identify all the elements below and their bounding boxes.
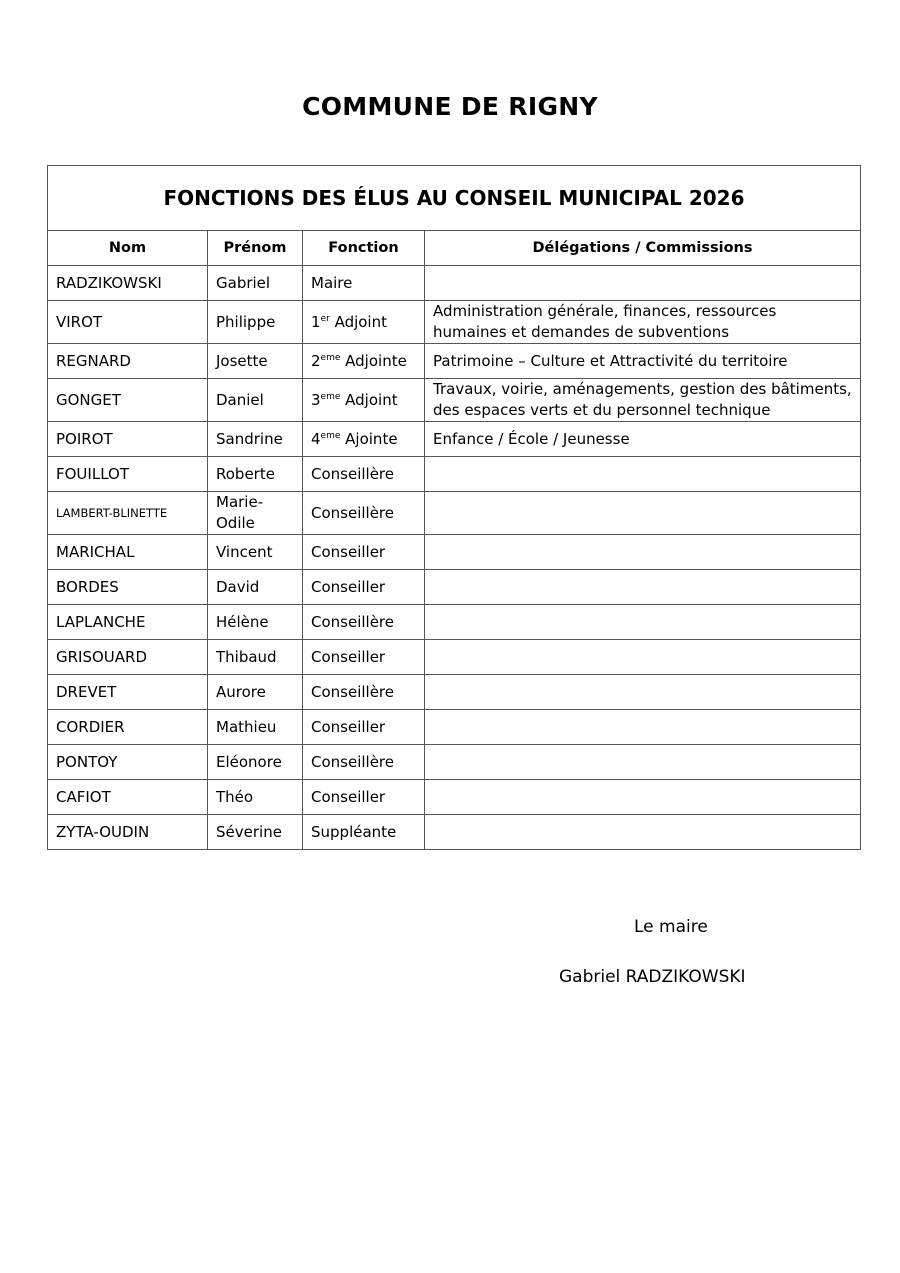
cell-nom: LAPLANCHE — [48, 605, 208, 640]
fonction-number: 3 — [311, 390, 321, 409]
fonction-title: Suppléante — [311, 822, 397, 841]
cell-fonction — [303, 675, 425, 710]
fonction-title: Ajointe — [340, 429, 398, 448]
cell-prenom: Sandrine — [208, 422, 303, 457]
cell-delegations — [425, 535, 861, 570]
table-body — [48, 266, 861, 850]
cell-nom: MARICHAL — [48, 535, 208, 570]
table-row — [48, 422, 861, 457]
fonction-ordinal: er — [320, 313, 330, 324]
cell-delegations — [425, 710, 861, 745]
cell-delegations — [425, 457, 861, 492]
signature-role: Le maire — [634, 917, 708, 937]
cell-delegations — [425, 605, 861, 640]
table-title: FONCTIONS DES ÉLUS AU CONSEIL MUNICIPAL 2026 — [48, 166, 861, 231]
cell-prenom: Marie-Odile — [208, 492, 303, 535]
table-row — [48, 745, 861, 780]
fonction-title: Conseiller — [311, 787, 386, 806]
cell-delegations — [425, 675, 861, 710]
commune-title: COMMUNE DE RIGNY — [302, 92, 598, 121]
cell-fonction — [303, 710, 425, 745]
fonction-title: Conseillère — [311, 752, 394, 771]
cell-fonction — [303, 570, 425, 605]
cell-nom: RADZIKOWSKI — [48, 266, 208, 301]
cell-delegations: Patrimoine – Culture et Attractivité du territoire — [425, 344, 861, 379]
table-row — [48, 815, 861, 850]
cell-delegations — [425, 492, 861, 535]
cell-prenom: Mathieu — [208, 710, 303, 745]
cell-nom: CAFIOT — [48, 780, 208, 815]
cell-nom: VIROT — [48, 301, 208, 344]
cell-nom: REGNARD — [48, 344, 208, 379]
cell-delegations — [425, 815, 861, 850]
table-row — [48, 344, 861, 379]
cell-delegations — [425, 745, 861, 780]
cell-delegations: Enfance / École / Jeunesse — [425, 422, 861, 457]
table-row — [48, 710, 861, 745]
cell-fonction — [303, 344, 425, 379]
cell-prenom: Gabriel — [208, 266, 303, 301]
signature-name: Gabriel RADZIKOWSKI — [559, 967, 746, 987]
fonction-title: Adjoint — [329, 312, 387, 331]
fonction-number: 2 — [311, 351, 321, 370]
fonction-ordinal: eme — [320, 352, 341, 363]
table-row — [48, 535, 861, 570]
column-header-nom: Nom — [48, 231, 208, 266]
cell-nom: POIROT — [48, 422, 208, 457]
cell-nom: CORDIER — [48, 710, 208, 745]
cell-delegations — [425, 780, 861, 815]
table-row — [48, 379, 861, 422]
cell-nom: GRISOUARD — [48, 640, 208, 675]
cell-nom: FOUILLOT — [48, 457, 208, 492]
table-row — [48, 492, 861, 535]
cell-nom: GONGET — [48, 379, 208, 422]
cell-fonction — [303, 457, 425, 492]
cell-fonction — [303, 266, 425, 301]
cell-prenom: Daniel — [208, 379, 303, 422]
table-row — [48, 457, 861, 492]
fonction-title: Conseiller — [311, 577, 386, 596]
cell-prenom: Théo — [208, 780, 303, 815]
fonction-title: Conseiller — [311, 542, 386, 561]
column-header-delegations: Délégations / Commissions — [425, 231, 861, 266]
cell-prenom: Roberte — [208, 457, 303, 492]
table-row — [48, 640, 861, 675]
fonction-title: Conseillère — [311, 612, 394, 631]
table-header-row — [48, 231, 861, 266]
cell-nom: DREVET — [48, 675, 208, 710]
fonction-title: Conseillère — [311, 503, 394, 522]
cell-fonction — [303, 605, 425, 640]
fonction-title: Adjoint — [340, 390, 398, 409]
cell-delegations: Travaux, voirie, aménagements, gestion des bâtiments, des espaces verts et du personnel technique — [425, 379, 861, 422]
cell-nom: ZYTA-OUDIN — [48, 815, 208, 850]
fonction-title: Maire — [311, 273, 353, 292]
fonction-ordinal: eme — [320, 391, 341, 402]
fonction-number: 1 — [311, 312, 321, 331]
table-row — [48, 570, 861, 605]
cell-nom: LAMBERT-BLINETTE — [48, 492, 208, 535]
cell-prenom: Thibaud — [208, 640, 303, 675]
cell-prenom: Aurore — [208, 675, 303, 710]
cell-delegations — [425, 640, 861, 675]
fonction-title: Conseiller — [311, 717, 386, 736]
fonction-title: Conseillère — [311, 682, 394, 701]
table-row — [48, 780, 861, 815]
fonction-title: Conseillère — [311, 464, 394, 483]
cell-delegations — [425, 266, 861, 301]
cell-fonction — [303, 301, 425, 344]
table-row — [48, 266, 861, 301]
cell-prenom: Vincent — [208, 535, 303, 570]
fonction-title: Adjointe — [340, 351, 407, 370]
cell-prenom: Philippe — [208, 301, 303, 344]
cell-prenom: David — [208, 570, 303, 605]
fonction-ordinal: eme — [320, 430, 341, 441]
fonction-number: 4 — [311, 429, 321, 448]
cell-prenom: Hélène — [208, 605, 303, 640]
table-row — [48, 301, 861, 344]
cell-prenom: Séverine — [208, 815, 303, 850]
table-row — [48, 675, 861, 710]
cell-nom: BORDES — [48, 570, 208, 605]
cell-fonction — [303, 535, 425, 570]
cell-fonction — [303, 640, 425, 675]
column-header-prenom: Prénom — [208, 231, 303, 266]
elected-officials-table — [47, 165, 861, 850]
cell-nom: PONTOY — [48, 745, 208, 780]
cell-delegations: Administration générale, finances, ressources humaines et demandes de subventions — [425, 301, 861, 344]
cell-delegations — [425, 570, 861, 605]
column-header-fonction: Fonction — [303, 231, 425, 266]
cell-fonction — [303, 780, 425, 815]
cell-fonction — [303, 422, 425, 457]
cell-fonction — [303, 815, 425, 850]
table-row — [48, 605, 861, 640]
cell-fonction — [303, 745, 425, 780]
cell-fonction — [303, 379, 425, 422]
cell-prenom: Eléonore — [208, 745, 303, 780]
cell-prenom: Josette — [208, 344, 303, 379]
fonction-title: Conseiller — [311, 647, 386, 666]
cell-fonction — [303, 492, 425, 535]
